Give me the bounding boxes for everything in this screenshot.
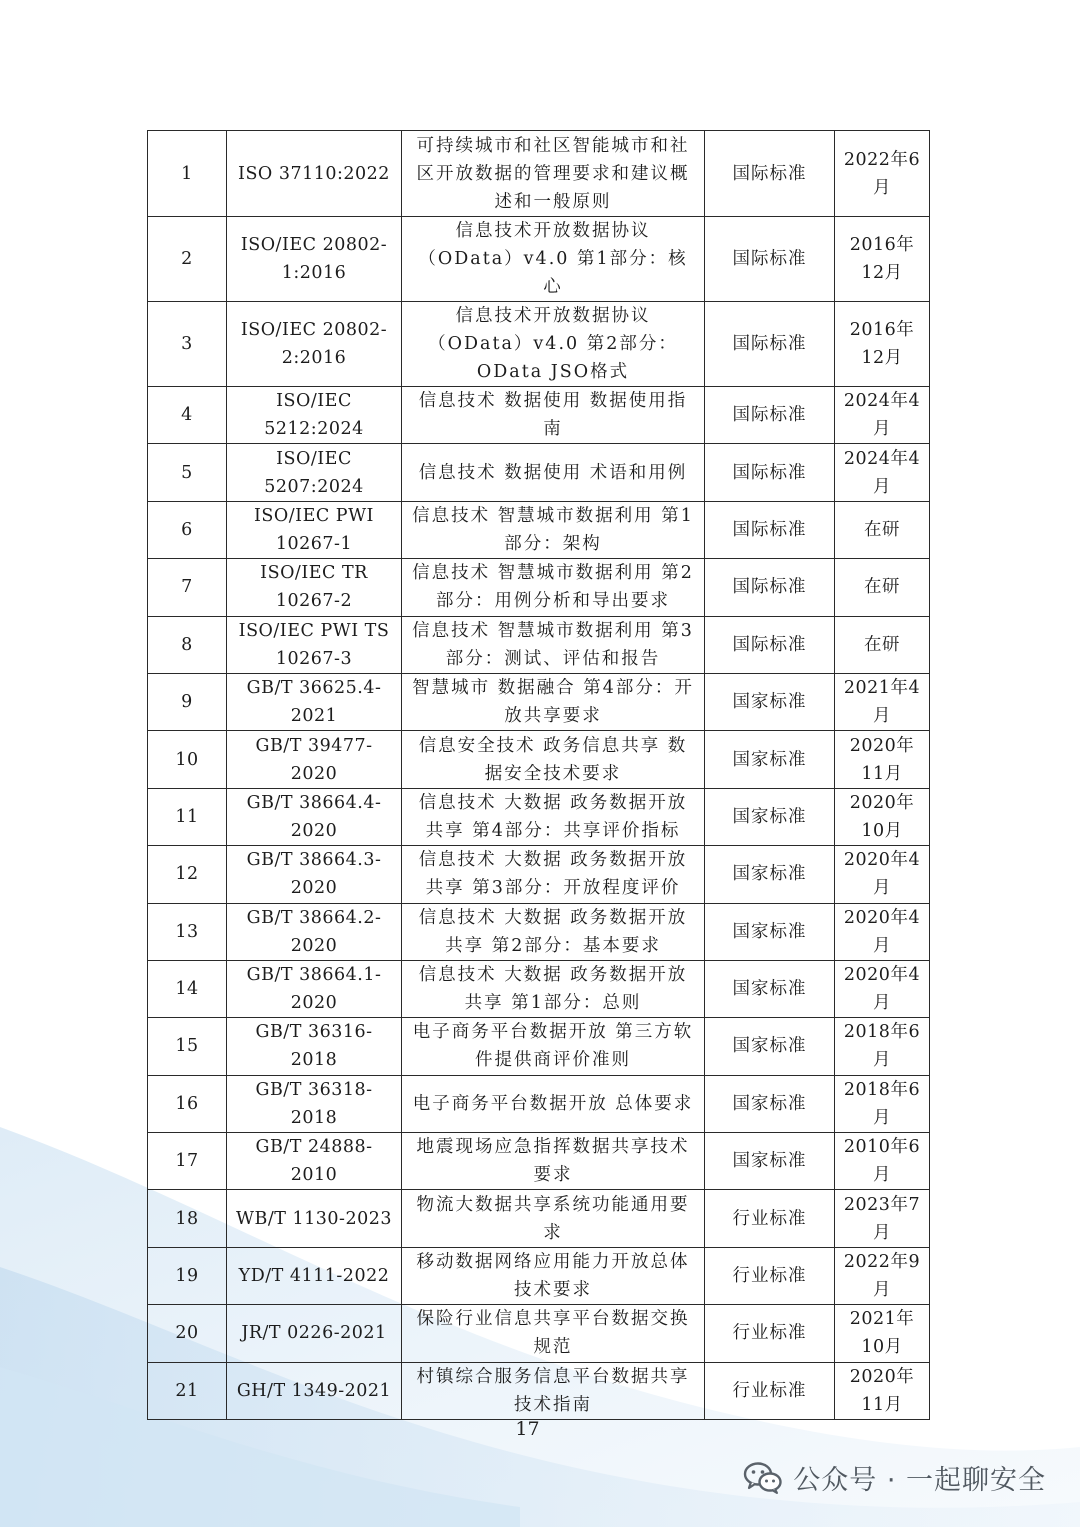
page-number: 17 [515,1418,540,1440]
cell-category: 国际标准 [705,501,835,558]
cell-standard-title: 地震现场应急指挥数据共享技术要求 [402,1133,705,1190]
table-row [148,387,930,444]
cell-number: 5 [148,444,227,501]
table-row [148,131,930,217]
cell-category: 国家标准 [705,960,835,1017]
table-row [148,1362,930,1419]
cell-date: 2024年4月 [835,387,930,444]
cell-category: 行业标准 [705,1190,835,1247]
table-row [148,846,930,903]
cell-number: 8 [148,616,227,673]
cell-category: 国际标准 [705,217,835,302]
cell-standard-title: 信息技术 大数据 政务数据开放共享 第3部分：开放程度评价 [402,846,705,903]
cell-standard-code: WB/T 1130-2023 [227,1190,402,1247]
watermark [743,1458,1046,1497]
cell-date: 2018年6月 [835,1075,930,1132]
cell-standard-title: 信息技术 数据使用 术语和用例 [402,444,705,501]
cell-standard-title: 村镇综合服务信息平台数据共享技术指南 [402,1362,705,1419]
standards-table [147,130,930,1420]
cell-standard-code: ISO/IEC PWI 10267-1 [227,501,402,558]
cell-standard-code: ISO/IEC TR 10267-2 [227,559,402,616]
cell-standard-title: 移动数据网络应用能力开放总体技术要求 [402,1247,705,1304]
cell-number: 1 [148,131,227,217]
cell-standard-title: 智慧城市 数据融合 第4部分：开放共享要求 [402,673,705,730]
cell-date: 2023年7月 [835,1190,930,1247]
cell-category: 国家标准 [705,1133,835,1190]
cell-standard-title: 物流大数据共享系统功能通用要求 [402,1190,705,1247]
cell-number: 19 [148,1247,227,1304]
cell-category: 国家标准 [705,788,835,845]
cell-category: 国际标准 [705,387,835,444]
cell-standard-code: JR/T 0226-2021 [227,1305,402,1362]
cell-standard-code: ISO 37110:2022 [227,131,402,217]
cell-number: 18 [148,1190,227,1247]
cell-date: 2020年11月 [835,1362,930,1419]
table-row [148,960,930,1017]
cell-number: 9 [148,673,227,730]
cell-category: 国家标准 [705,731,835,788]
cell-date: 2022年9月 [835,1247,930,1304]
cell-date: 在研 [835,616,930,673]
cell-standard-title: 信息技术 大数据 政务数据开放共享 第4部分：共享评价指标 [402,788,705,845]
table-row [148,302,930,387]
cell-standard-code: GH/T 1349-2021 [227,1362,402,1419]
cell-standard-code: GB/T 24888-2010 [227,1133,402,1190]
table-row [148,1133,930,1190]
cell-standard-title: 信息技术开放数据协议（OData）v4.0 第1部分：核心 [402,217,705,302]
cell-standard-title: 信息技术 智慧城市数据利用 第3部分：测试、评估和报告 [402,616,705,673]
cell-standard-code: GB/T 38664.3-2020 [227,846,402,903]
cell-date: 2016年12月 [835,302,930,387]
standards-table-body [148,131,930,1420]
cell-number: 13 [148,903,227,960]
cell-date: 在研 [835,501,930,558]
cell-standard-title: 信息技术 数据使用 数据使用指南 [402,387,705,444]
cell-standard-code: ISO/IEC 20802-1:2016 [227,217,402,302]
cell-standard-title: 信息技术 智慧城市数据利用 第2部分：用例分析和导出要求 [402,559,705,616]
cell-standard-title: 信息技术 大数据 政务数据开放共享 第1部分：总则 [402,960,705,1017]
table-row [148,559,930,616]
cell-category: 国际标准 [705,559,835,616]
cell-number: 17 [148,1133,227,1190]
cell-number: 3 [148,302,227,387]
table-row [148,501,930,558]
cell-number: 2 [148,217,227,302]
cell-standard-code: GB/T 38664.2-2020 [227,903,402,960]
cell-category: 国际标准 [705,444,835,501]
cell-standard-title: 电子商务平台数据开放 总体要求 [402,1075,705,1132]
wechat-icon [743,1461,783,1495]
cell-number: 16 [148,1075,227,1132]
cell-standard-title: 电子商务平台数据开放 第三方软件提供商评价准则 [402,1018,705,1075]
cell-category: 国际标准 [705,131,835,217]
cell-number: 6 [148,501,227,558]
table-row [148,217,930,302]
cell-category: 国际标准 [705,302,835,387]
cell-date: 2020年4月 [835,846,930,903]
cell-standard-title: 保险行业信息共享平台数据交换规范 [402,1305,705,1362]
cell-date: 2018年6月 [835,1018,930,1075]
cell-number: 10 [148,731,227,788]
cell-number: 11 [148,788,227,845]
cell-standard-title: 信息技术开放数据协议（OData）v4.0 第2部分：OData JSO格式 [402,302,705,387]
table-row [148,1190,930,1247]
cell-standard-code: ISO/IEC 20802-2:2016 [227,302,402,387]
table-row [148,903,930,960]
cell-date: 2021年4月 [835,673,930,730]
cell-standard-code: YD/T 4111-2022 [227,1247,402,1304]
cell-date: 在研 [835,559,930,616]
cell-category: 国家标准 [705,673,835,730]
cell-number: 12 [148,846,227,903]
table-row [148,788,930,845]
cell-date: 2020年4月 [835,903,930,960]
cell-standard-code: GB/T 38664.4-2020 [227,788,402,845]
cell-date: 2022年6月 [835,131,930,217]
cell-date: 2020年11月 [835,731,930,788]
table-row [148,444,930,501]
table-row [148,1305,930,1362]
cell-date: 2010年6月 [835,1133,930,1190]
table-row [148,731,930,788]
cell-category: 国家标准 [705,846,835,903]
cell-date: 2021年10月 [835,1305,930,1362]
cell-category: 国家标准 [705,1018,835,1075]
cell-standard-code: GB/T 38664.1-2020 [227,960,402,1017]
cell-category: 国家标准 [705,1075,835,1132]
cell-number: 15 [148,1018,227,1075]
cell-standard-code: GB/T 36316-2018 [227,1018,402,1075]
table-row [148,1075,930,1132]
cell-category: 行业标准 [705,1305,835,1362]
cell-number: 14 [148,960,227,1017]
cell-standard-code: ISO/IEC 5207:2024 [227,444,402,501]
cell-standard-title: 可持续城市和社区智能城市和社区开放数据的管理要求和建议概述和一般原则 [402,131,705,217]
table-row [148,616,930,673]
table-row [148,673,930,730]
table-row [148,1247,930,1304]
cell-standard-title: 信息安全技术 政务信息共享 数据安全技术要求 [402,731,705,788]
cell-category: 国际标准 [705,616,835,673]
cell-standard-title: 信息技术 智慧城市数据利用 第1部分：架构 [402,501,705,558]
cell-standard-code: ISO/IEC 5212:2024 [227,387,402,444]
cell-standard-code: GB/T 36318-2018 [227,1075,402,1132]
cell-number: 21 [148,1362,227,1419]
cell-number: 7 [148,559,227,616]
cell-standard-code: ISO/IEC PWI TS 10267-3 [227,616,402,673]
cell-category: 行业标准 [705,1247,835,1304]
cell-date: 2020年4月 [835,960,930,1017]
cell-standard-code: GB/T 36625.4-2021 [227,673,402,730]
cell-date: 2016年12月 [835,217,930,302]
cell-category: 国家标准 [705,903,835,960]
cell-date: 2024年4月 [835,444,930,501]
cell-standard-title: 信息技术 大数据 政务数据开放共享 第2部分：基本要求 [402,903,705,960]
cell-number: 4 [148,387,227,444]
cell-number: 20 [148,1305,227,1362]
cell-date: 2020年10月 [835,788,930,845]
watermark-text: 公众号 · 一起聊安全 [793,1465,1046,1496]
table-row [148,1018,930,1075]
cell-standard-code: GB/T 39477-2020 [227,731,402,788]
cell-category: 行业标准 [705,1362,835,1419]
